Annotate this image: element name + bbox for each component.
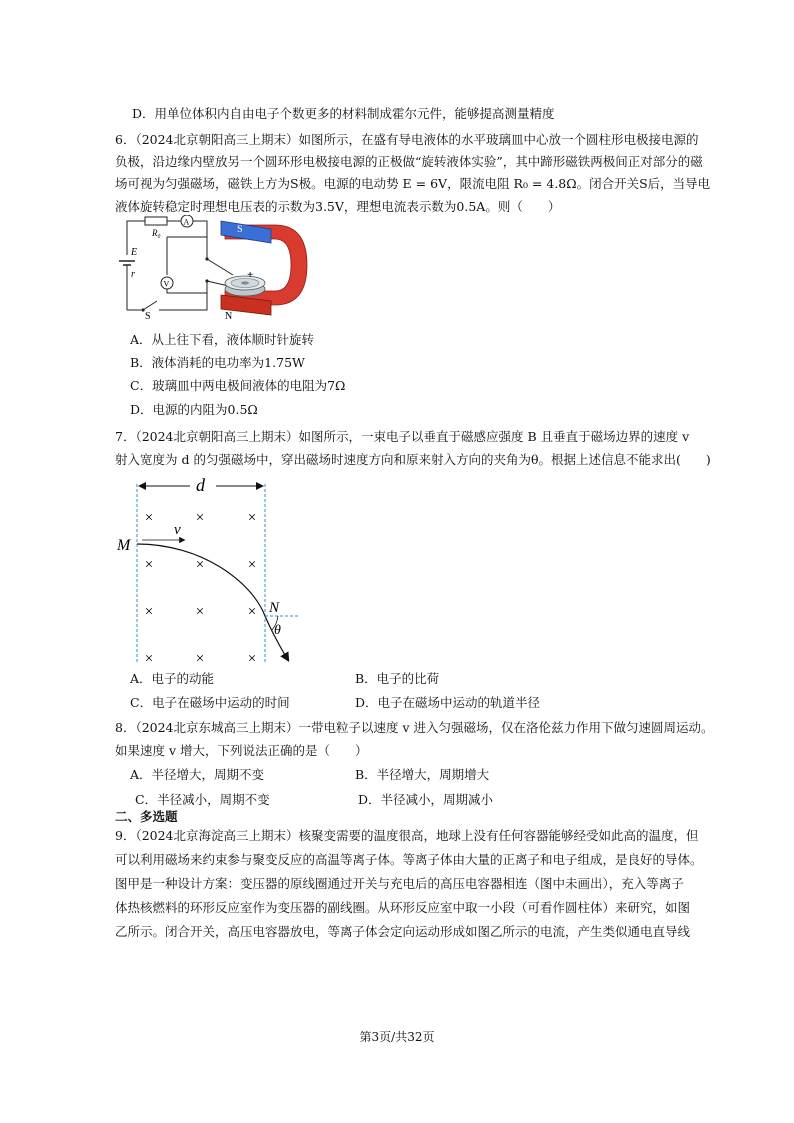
- q7-label-n: N: [269, 600, 280, 616]
- q8-stem-line-1: 8．（2024北京东城高三上期末）一带电粒子以速度 v 进入匀强磁场，仅在洛伦兹力作用下做匀速圆周运动。: [115, 720, 714, 735]
- q7-label-v: v: [174, 522, 181, 538]
- q8-option-a: A．半径增大，周期不变: [130, 767, 265, 782]
- q8-option-c: C．半径减小，周期不变: [135, 792, 270, 807]
- field-cross: ×: [195, 510, 205, 526]
- q8-stem-line-2: 如果速度 v 增大，下列说法正确的是（ ）: [115, 743, 368, 758]
- field-cross: ×: [195, 651, 205, 667]
- q9-stem-line-5: 乙所示。闭合开关，高压电容器放电，等离子体会定向运动形成如图乙所示的电流，产生类似通电直导线: [115, 924, 691, 939]
- q7-stem-line-2: 射入宽度为 d 的匀强磁场中，穿出磁场时速度方向和原来射入方向的夹角为θ。根据上述信息不能求出( ): [115, 452, 711, 467]
- q6-label-plus: +: [247, 269, 254, 281]
- q9-stem-line-2: 可以利用磁场来约束参与聚变反应的高温等离子体。等离子体由大量的正离子和电子组成，是良好的导体。: [115, 852, 703, 867]
- q6-label-ammeter: A: [183, 217, 190, 227]
- q6-stem-line-4: 液体旋转稳定时理想电压表的示数为3.5V，理想电流表示数为0.5A。则（ ）: [115, 199, 561, 214]
- q7-stem-line-1: 7．（2024北京朝阳高三上期末）如图所示，一束电子以垂直于磁感应强度 B 且垂直于磁场边界的速度 v: [115, 429, 690, 444]
- q6-label-internal-r: r: [131, 269, 135, 280]
- q7-label-theta: θ: [274, 623, 281, 638]
- field-cross: ×: [247, 651, 257, 667]
- field-cross: ×: [247, 510, 257, 526]
- field-cross: ×: [144, 510, 154, 526]
- q8-option-b: B．半径增大，周期增大: [355, 767, 490, 782]
- q7-option-d: D．电子在磁场中运动的轨道半径: [355, 695, 541, 710]
- q6-terminal-bottom: [205, 279, 208, 282]
- q6-stem-line-2: 负极，沿边缘内壁放另一个圆环形电极接电源的正极做“旋转液体实验”，其中蹄形磁铁两极间正对部分的磁: [115, 154, 703, 169]
- q6-option-d: D．电源的内阻为0.5Ω: [130, 402, 258, 417]
- q6-option-b: B．液体消耗的电功率为1.75W: [130, 355, 305, 370]
- q6-label-emf: E: [131, 247, 138, 258]
- q6-option-c: C．玻璃皿中两电极间液体的电阻为7Ω: [130, 378, 346, 393]
- q6-label-voltmeter: V: [163, 279, 170, 289]
- q6-stem-line-1: 6．（2024北京朝阳高三上期末）如图所示，在盛有导电液体的水平玻璃皿中心放一个圆柱形电极接电源的: [115, 132, 699, 147]
- q7-label-d: d: [196, 475, 205, 495]
- q9-stem-line-4: 体热核燃料的环形反应室作为变压器的副线圈。从环形反应室中取一小段（可看作圆柱体）来研究，如图: [115, 900, 691, 915]
- field-cross: ×: [247, 604, 257, 620]
- field-cross: ×: [144, 557, 154, 573]
- field-cross: ×: [144, 604, 154, 620]
- field-cross: ×: [144, 651, 154, 667]
- q6-label-s-pole: S: [237, 224, 243, 235]
- field-cross: ×: [195, 557, 205, 573]
- q7-magnetic-field-figure: [112, 472, 312, 667]
- q7-option-c: C．电子在磁场中运动的时间: [130, 695, 290, 710]
- q7-label-m: M: [117, 537, 131, 554]
- q9-stem-line-1: 9．（2024北京海淀高三上期末）核聚变需要的温度很高，地球上没有任何容器能够经受如此高的温度，但: [115, 828, 699, 843]
- field-cross: ×: [195, 604, 205, 620]
- q6-option-a: A．从上往下看，液体顺时针旋转: [130, 332, 315, 347]
- q6-label-n-pole: N: [225, 311, 233, 320]
- field-cross: ×: [247, 557, 257, 573]
- q6-terminal-top: [205, 257, 208, 260]
- page-number: 第3页/共32页: [359, 1030, 435, 1044]
- section-title-multiple-choice: 二、多选题: [115, 809, 178, 824]
- q6-stem-line-3: 场可视为匀强磁场，磁铁上方为S极。电源的电动势 E = 6V，限流电阻 R₀ = 4.8Ω。闭合开关S后，当导电: [115, 176, 711, 191]
- q5-option-d: D．用单位体积内自由电子个数更多的材料制成霍尔元件，能够提高测量精度: [132, 106, 555, 121]
- q6-label-r0: R₀: [152, 228, 161, 238]
- q8-option-d: D．半径减小，周期减小: [358, 792, 494, 807]
- q9-stem-line-3: 图甲是一种设计方案：变压器的原线圈通过开关与充电后的高压电容器相连（图中未画出），充入等离子: [115, 876, 684, 891]
- q6-label-switch: S: [145, 311, 151, 320]
- q7-option-a: A．电子的动能: [130, 671, 215, 686]
- q7-option-b: B．电子的比荷: [355, 671, 440, 686]
- q6-circuit-figure: [115, 215, 310, 320]
- horseshoe-magnet: [221, 221, 307, 315]
